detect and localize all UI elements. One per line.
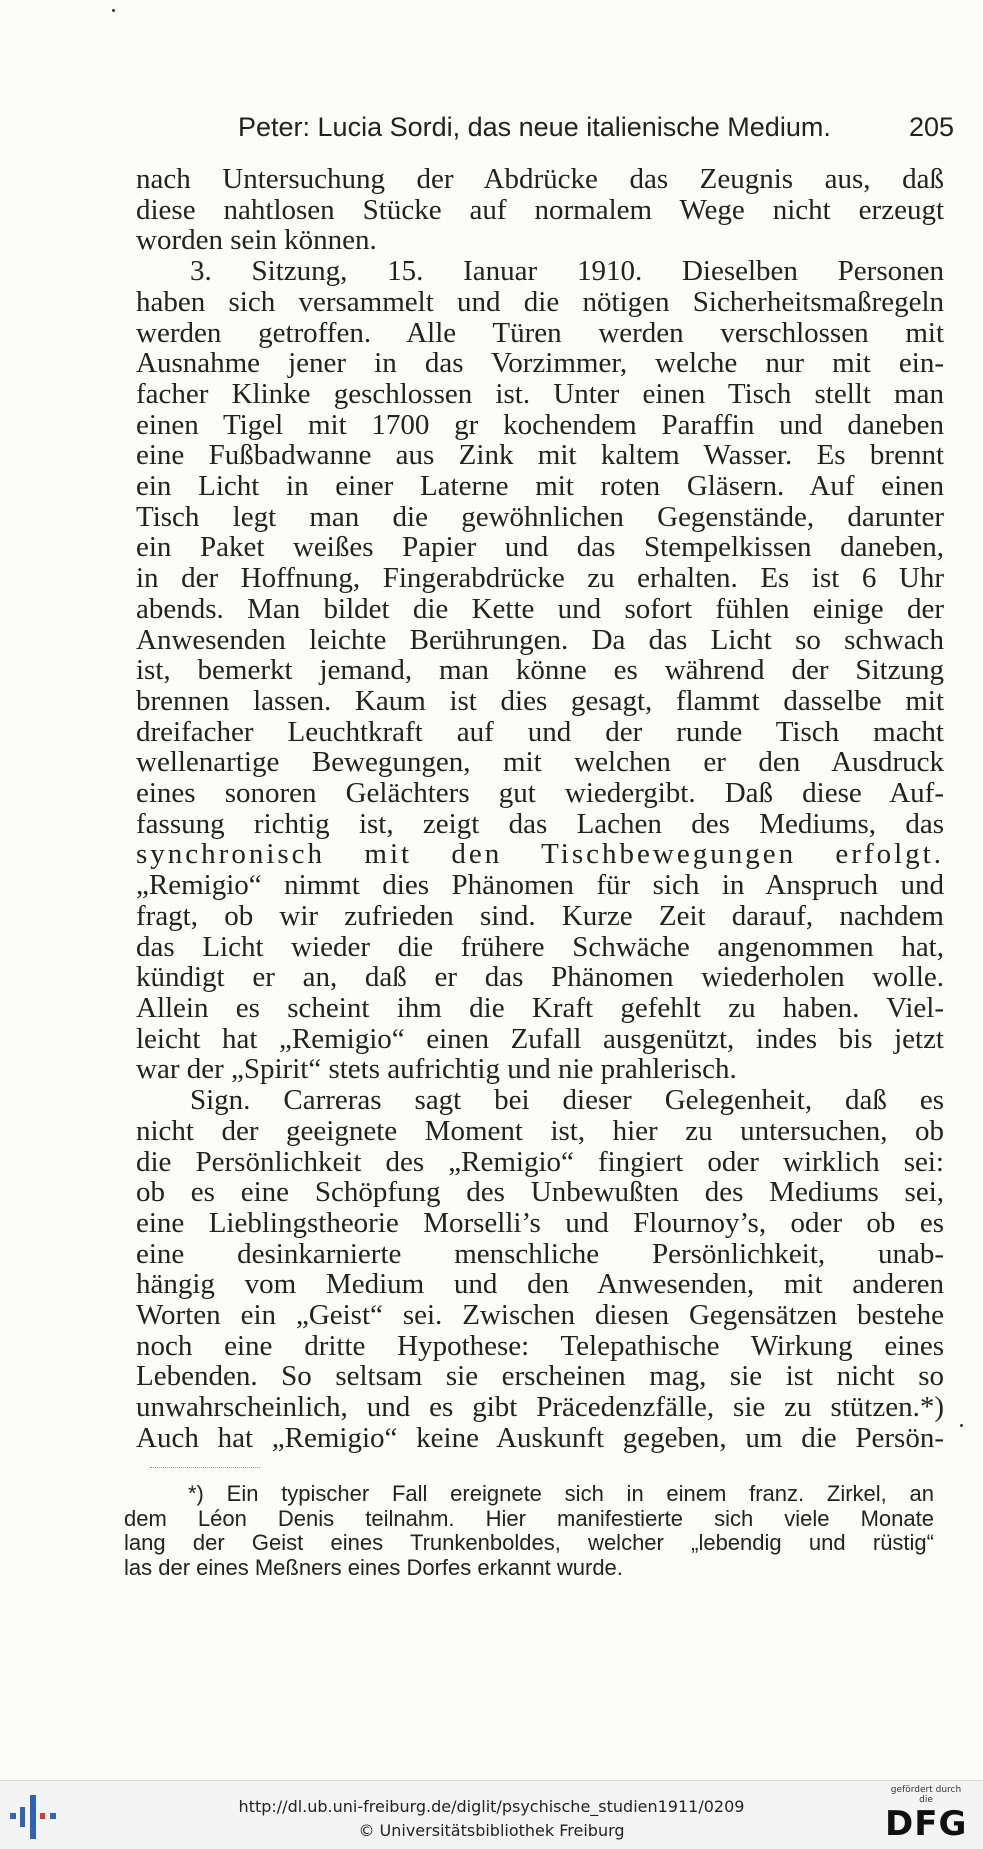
- text-line: haben sich versammelt und die nötigen Sicherheitsmaßregeln: [136, 285, 944, 318]
- text-line: Ausnahme jener in das Vorzimmer, welche nur mit ein-: [136, 347, 944, 380]
- text-line: einen Tigel mit 1700 gr kochendem Paraffin und daneben: [136, 408, 944, 441]
- page-number: 205: [908, 112, 954, 142]
- copyright-notice: © Universitätsbibliothek Freiburg: [358, 1821, 625, 1840]
- footnote-divider: [150, 1467, 260, 1468]
- text-line: ist, bemerkt jemand, man könne es während der Sitzung: [136, 654, 944, 687]
- running-head-title: Peter: Lucia Sordi, das neue italienische Medium.: [238, 112, 831, 142]
- text-line: kündigt er an, daß er das Phänomen wiederholen wolle.: [136, 961, 944, 994]
- text-line: dreifacher Leuchtkraft auf und der runde Tisch macht: [136, 715, 944, 748]
- text-line: das Licht wieder die frühere Schwäche angenommen hat,: [136, 930, 944, 963]
- text-line: ein Paket weißes Papier und das Stempelkissen daneben,: [136, 531, 944, 564]
- text-line: war der „Spirit“ stets aufrichtig und nie prahlerisch.: [136, 1053, 737, 1086]
- text-line: synchronisch mit den Tischbewegungen erfolgt.: [136, 838, 944, 871]
- text-line: Auch hat „Remigio“ keine Auskunft gegeben, um die Persön-: [136, 1421, 944, 1454]
- footnote-line: las der eines Meßners eines Dorfes erkannt wurde.: [124, 1554, 623, 1580]
- text-line: Anwesenden leichte Berührungen. Da das Licht so schwach: [136, 623, 944, 656]
- footnote-line: dem Léon Denis teilnahm. Hier manifestierte sich viele Monate: [124, 1505, 934, 1531]
- text-line: worden sein können.: [136, 224, 377, 257]
- text-line: Allein es scheint ihm die Kraft gefehlt zu haben. Viel-: [136, 991, 944, 1024]
- text-line: die Persönlichkeit des „Remigio“ fingiert oder wirklich sei:: [136, 1145, 944, 1178]
- text-line: eines sonoren Gelächters gut wiedergibt. Daß diese Auf-: [136, 777, 944, 810]
- scan-speck: [960, 1424, 963, 1427]
- text-line: leicht hat „Remigio“ einen Zufall ausgenützt, indes bis jetzt: [136, 1022, 944, 1055]
- source-url[interactable]: http://dl.ub.uni-freiburg.de/diglit/psychische_studien1911/0209: [238, 1797, 745, 1816]
- footnote-line: lang der Geist eines Trunkenboldes, welcher „lebendig und rüstig“: [124, 1530, 934, 1555]
- text-line: Sign. Carreras sagt bei dieser Gelegenheit, daß es: [190, 1084, 944, 1117]
- text-line: unwahrscheinlich, und es gibt Präcedenzfälle, sie zu stützen.*): [136, 1391, 944, 1424]
- text-line: brennen lassen. Kaum ist dies gesagt, flammt dasselbe mit: [136, 684, 944, 717]
- dfg-funded-label: gefördert durch die: [890, 1785, 962, 1805]
- text-line: nicht der geeignete Moment ist, hier zu untersuchen, ob: [136, 1114, 944, 1147]
- body-text: [136, 164, 944, 1454]
- text-line: ob es eine Schöpfung des Unbewußten des Mediums sei,: [136, 1176, 944, 1209]
- library-footer: [0, 1780, 983, 1849]
- text-line: fragt, ob wir zufrieden sind. Kurze Zeit darauf, nachdem: [136, 899, 944, 932]
- text-line: abends. Man bildet die Kette und sofort fühlen einige der: [136, 592, 944, 625]
- text-line: hängig vom Medium und den Anwesenden, mit anderen: [136, 1268, 944, 1301]
- text-line: ein Licht in einer Laterne mit roten Gläsern. Auf einen: [136, 470, 944, 503]
- text-line: nach Untersuchung der Abdrücke das Zeugnis aus, daß: [136, 163, 944, 195]
- text-line: eine Lieblingstheorie Morselli’s und Flournoy’s, oder ob es: [136, 1206, 944, 1239]
- text-line: Worten ein „Geist“ sei. Zwischen diesen Gegensätzen bestehe: [136, 1299, 944, 1332]
- text-line: wellenartige Bewegungen, mit welchen er den Ausdruck: [136, 746, 944, 779]
- text-line: Tisch legt man die gewöhnlichen Gegenstände, darunter: [136, 500, 944, 533]
- text-line: „Remigio“ nimmt dies Phänomen für sich in Anspruch und: [136, 869, 944, 902]
- text-line: facher Klinke geschlossen ist. Unter einen Tisch stellt man: [136, 377, 944, 410]
- text-line: werden getroffen. Alle Türen werden verschlossen mit: [136, 316, 944, 349]
- footnote-line: *) Ein typischer Fall ereignete sich in einem franz. Zirkel, an: [188, 1481, 934, 1506]
- dfg-wordmark: DFG: [885, 1804, 968, 1844]
- text-line: fassung richtig ist, zeigt das Lachen des Mediums, das: [136, 807, 944, 840]
- text-line: eine desinkarnierte menschliche Persönlichkeit, unab-: [136, 1237, 944, 1270]
- running-head: [238, 112, 954, 143]
- footnote: [124, 1482, 934, 1580]
- text-line: Lebenden. So seltsam sie erscheinen mag, sie ist nicht so: [136, 1360, 944, 1393]
- scan-speck: [112, 9, 115, 12]
- text-line-session-heading: 3. Sitzung, 15. Ianuar 1910. Dieselben Personen: [190, 255, 944, 288]
- text-line: in der Hoffnung, Fingerabdrücke zu erhalten. Es ist 6 Uhr: [136, 562, 944, 595]
- text-line: noch eine dritte Hypothese: Telepathische Wirkung eines: [136, 1329, 944, 1362]
- text-line: eine Fußbadwanne aus Zink mit kaltem Wasser. Es brennt: [136, 439, 944, 472]
- text-line: diese nahtlosen Stücke auf normalem Wege nicht erzeugt: [136, 193, 944, 226]
- dfg-logo: [885, 1785, 967, 1845]
